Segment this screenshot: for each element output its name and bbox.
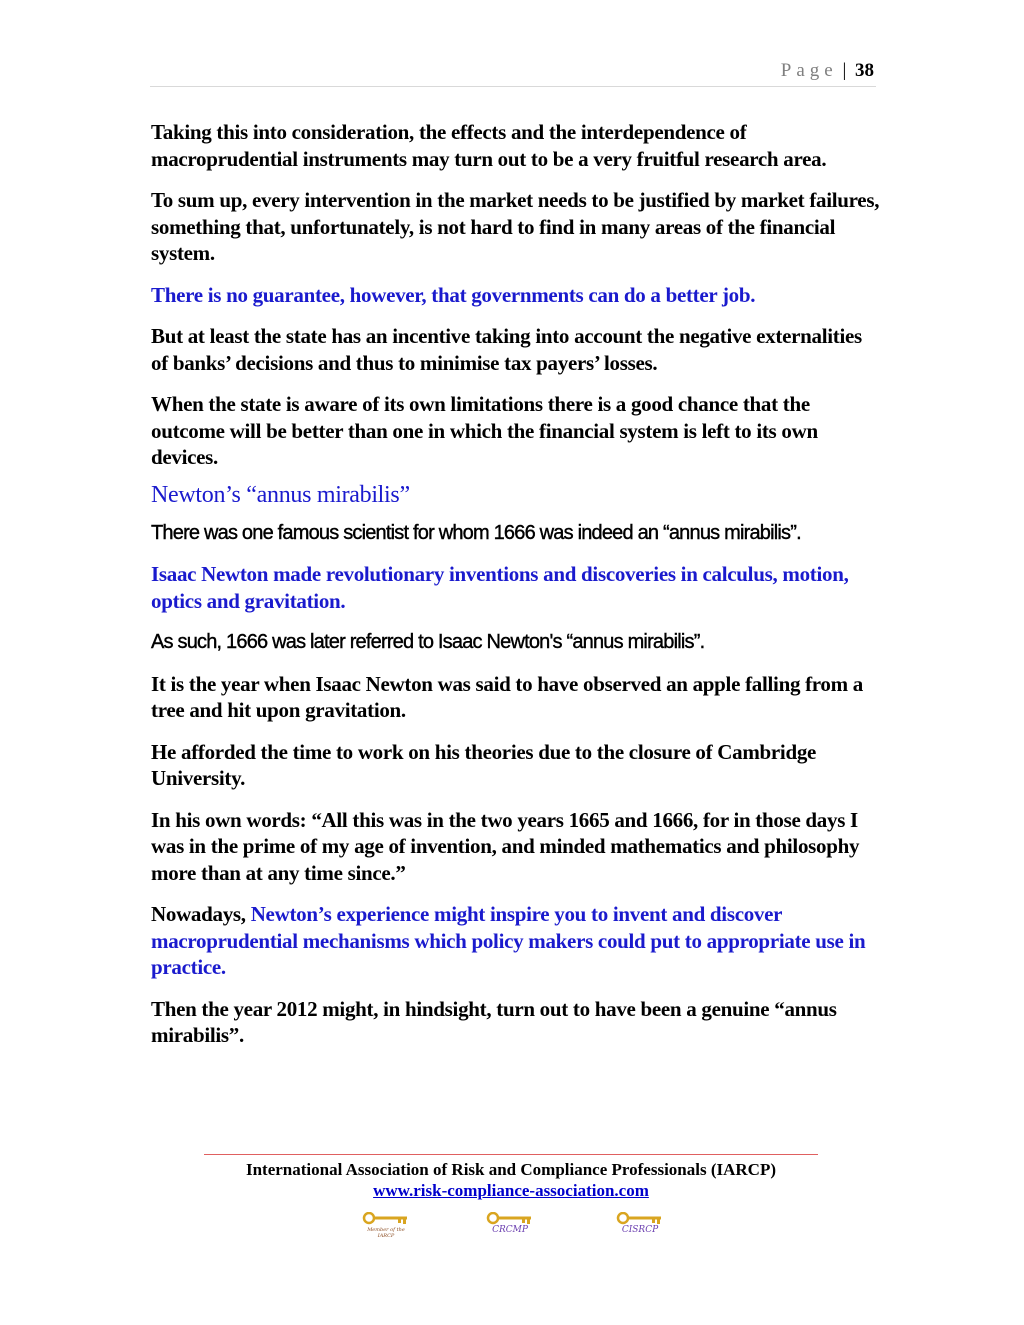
footer-organization: International Association of Risk and Compliance Professionals (IARCP) [245,1160,777,1179]
footer-logos [360,1212,680,1242]
page-separator: | [842,60,847,81]
logo-caption-cisrcp: CISRCP [621,1225,659,1235]
paragraph-no-guarantee: There is no guarantee, however, that governments can do a better job. [151,282,756,307]
page-footer [204,1154,818,1201]
iarcp-member-logo [362,1212,410,1238]
paragraph-apple: It is the year when Isaac Newton was said to have observed an apple falling from a tree and hit upon gravitation. [151,671,863,722]
page-number-value: 38 [855,60,874,81]
paragraph-cambridge: He afforded the time to work on his theories due to the closure of Cambridge University. [151,739,817,790]
page-header [150,58,876,87]
cisrcp-logo [616,1212,664,1238]
document-body [151,119,881,1064]
logo-caption-member: Member of the IARCP [367,1227,405,1239]
paragraph-nowadays [151,901,881,981]
key-icon [486,1212,534,1226]
footer-website-link[interactable]: www.risk-compliance-association.com [373,1181,649,1200]
key-icon [362,1212,410,1226]
paragraph-state-limitations: When the state is aware of its own limitations there is a good chance that the outcome will be better than one in which the financial system is left to its own devices. [151,392,818,469]
paragraph-sum-up: To sum up, every intervention in the market needs to be justified by market failures, something that, unfortunately, is not hard to find in many areas of the financial system. [151,188,880,265]
section-heading: Newton’s “annus mirabilis” [151,481,410,508]
paragraph-state-incentive: But at least the state has an incentive taking into account the negative externalities of banks’ decisions and thus to minimise tax payers’ losses. [151,324,862,375]
key-icon [616,1212,664,1226]
logo-caption-crcmp: CRCMP [492,1225,528,1235]
paragraph-nowadays-highlight: Newton’s experience might inspire you to invent and discover macroprudential mechanisms which policy makers could put to appropriate use in practice. [151,902,866,979]
crcmp-logo [486,1212,534,1238]
paragraph-research-area: Taking this into consideration, the effects and the interdependence of macroprudential instruments may turn out to be a very fruitful research area. [151,120,827,171]
paragraph-quote: In his own words: “All this was in the two years 1665 and 1666, for in those days I was in the prime of my age of invention, and minded mathematics and philosophy more than at any time since.” [151,807,860,885]
paragraph-famous-scientist: There was one famous scientist for whom 1666 was indeed an “annus mirabilis”. [151,521,801,544]
page-number [781,60,874,82]
paragraph-newton-inventions: Isaac Newton made revolutionary inventions and discoveries in calculus, motion, optics and gravitation. [151,562,849,613]
paragraph-as-such: As such, 1666 was later referred to Isaac Newton's “annus mirabilis”. [151,631,705,653]
paragraph-nowadays-lead: Nowadays, [151,902,251,926]
paragraph-year-2012: Then the year 2012 might, in hindsight, turn out to have been a genuine “annus mirabilis”. [151,996,837,1047]
page-label: Page [780,60,838,81]
